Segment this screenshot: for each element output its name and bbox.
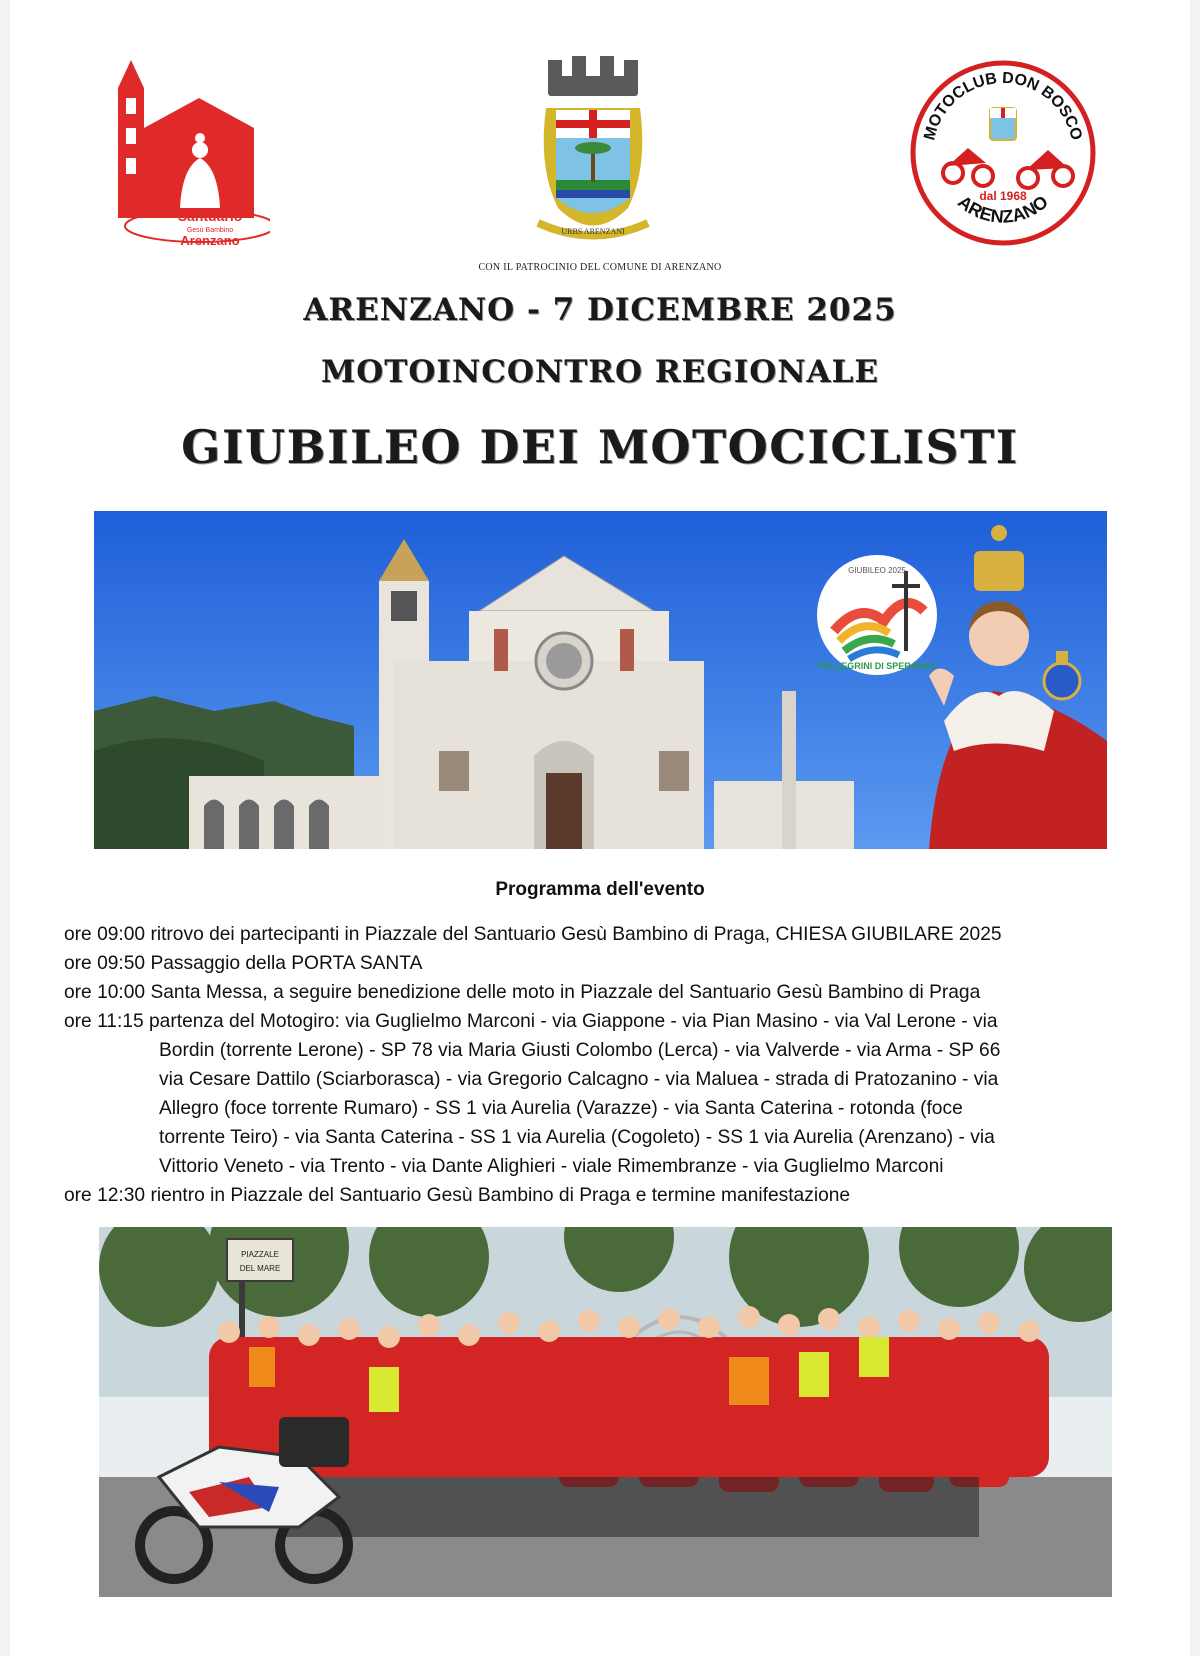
event-flyer	[10, 0, 1190, 1656]
program-time: ore 11:15	[64, 1011, 144, 1032]
program-text: ritrovo dei partecipanti in Piazzale del Santuario Gesù Bambino di Praga, CHIESA GIUBILARE 2025	[150, 924, 1002, 945]
patronage-note: CON IL PATROCINIO DEL COMUNE DI ARENZANO	[478, 262, 722, 273]
santuario-logo-place: Arenzano	[180, 233, 240, 248]
motoclub-top-text: MOTOCLUB DON BOSCO	[921, 69, 1085, 143]
santuario-logo-sub: Gesù Bambino	[186, 227, 234, 234]
program-time: ore 12:30	[64, 1185, 146, 1206]
program-text: rientro in Piazzale del Santuario Gesù Bambino di Praga e termine manifestazione	[150, 1185, 851, 1206]
motoclub-badge: dal 1968	[979, 189, 1027, 203]
program-item-1230	[64, 1181, 1154, 1210]
title-date: ARENZANO - 7 DICEMBRE 2025	[303, 292, 897, 328]
title-main: GIUBILEO DEI MOTOCICLISTI	[181, 420, 1019, 474]
title-event: MOTOINCONTRO REGIONALE	[320, 354, 880, 390]
program-time: ore 10:00	[64, 982, 146, 1003]
program-list	[64, 920, 1154, 1210]
jubilee-logo-bottom: PELLEGRINI DI SPERANZA	[818, 661, 936, 671]
motoclub-logo	[908, 58, 1098, 248]
program-item-1115	[64, 1007, 1154, 1036]
program-time: ore 09:50	[64, 953, 146, 974]
route-line: Vittorio Veneto - via Trento - via Dante Alighieri - viale Rimembranze - via Guglielmo Marconi	[159, 1156, 944, 1177]
sanctuary-photo	[94, 511, 1107, 849]
coat-motto: URBS ARENZANI	[561, 227, 625, 236]
group-photo	[99, 1227, 1112, 1597]
program-heading: Programma dell'evento	[495, 879, 705, 900]
program-item-0900	[64, 920, 1154, 949]
program-item-1000	[64, 978, 1154, 1007]
santuario-logo-name: Santuario	[177, 208, 243, 224]
route-line: Allegro (foce torrente Rumaro) - SS 1 via Aurelia (Varazze) - via Santa Caterina - rotonda (foce	[159, 1098, 963, 1119]
route-line: torrente Teiro) - via Santa Caterina - SS 1 via Aurelia (Cogoleto) - SS 1 via Aurelia (Arenzano) - via	[159, 1127, 995, 1148]
program-item-0950	[64, 949, 1154, 978]
program-text: Santa Messa, a seguire benedizione delle moto in Piazzale del Santuario Gesù Bambino di Praga	[150, 982, 981, 1003]
route-line: via Cesare Dattilo (Sciarborasca) - via Gregorio Calcagno - via Maluea - strada di Pratozanino - via	[159, 1069, 999, 1090]
santuario-logo	[110, 58, 270, 248]
arenzano-coat-of-arms	[528, 48, 658, 248]
jubilee-logo-top: GIUBILEO 2025	[848, 566, 906, 575]
route-line: Bordin (torrente Lerone) - SP 78 via Maria Giusti Colombo (Lerca) - via Valverde - via Arma - SP 66	[159, 1040, 1001, 1061]
street-sign-line2: DEL MARE	[239, 1264, 281, 1273]
motoclub-bottom-text: ARENZANO	[954, 191, 1052, 227]
program-text: partenza del Motogiro: via Guglielmo Marconi - via Giappone - via Pian Masino - via Val Lerone - via	[149, 1011, 998, 1032]
program-time: ore 09:00	[64, 924, 146, 945]
street-sign-line1: PIAZZALE	[241, 1250, 279, 1259]
program-text: Passaggio della PORTA SANTA	[150, 953, 423, 974]
